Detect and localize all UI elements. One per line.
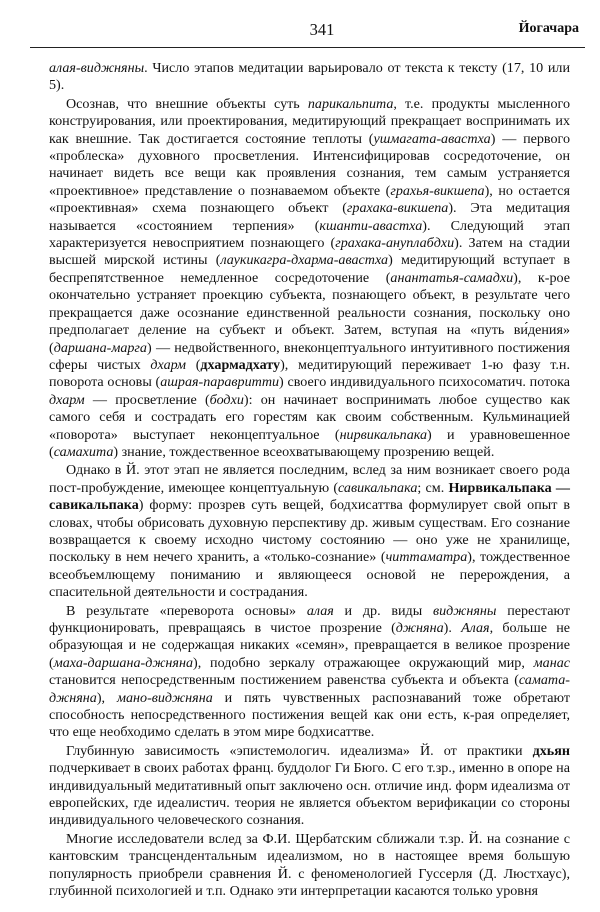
text-run: Глубинную зависимость «эпистемологич. идеализма» Й. от практики [66,742,533,759]
italic-term: джняна [395,620,444,636]
text-run: ). Следующий этап характеризуется невосприятием познающего ( [49,217,570,252]
text-run: ). Эта медитация называется «состоянием терпения» ( [49,200,571,234]
italic-term: маха-даршана-джняна [53,654,194,671]
bold-term: Нирвикальпака — савикальпака [49,479,570,514]
italic-term: даршана-марга [53,339,147,356]
article-body [49,60,570,901]
text-run: ), но остается «проективная» схема познающего объект ( [49,182,570,217]
text-run: ) знание, тождественное всеохватывающему прозрению вещей. [113,443,495,460]
italic-term: ашрая-паравритти [160,374,280,391]
text-run: В результате «переворота основы» [66,602,307,619]
text-run: Многие исследователи вслед за Ф.И. Щербатским сближали т.зр. Й. на сознание с кантовским трансцендентальным идеализмом, но в настоящее время большую популярность приобрели сравнения Й. с феноменологией Гуссерля (Д. Люстхаус), глубинной психологией и т.п. Однако эти интерпретации касаются только уровня [49,830,570,900]
italic-term: Алая [461,620,490,636]
text-run: перестают функционировать, превращаясь в чистое прозрение ( [49,602,570,636]
paragraph-turning-basis [49,603,570,742]
bold-term: дхьян [532,742,570,759]
text-run: Осознав, что внешние объекты суть [66,95,308,112]
text-run: ), к-рое окончательно устраняет проекцию субъекта, познающего объект, в результате чего прекращается даже осознание единственной реальности сознания, поскольку оно предполагает деление на субъект и объект. Затем, вступая на «путь ви́дения» ( [49,269,570,356]
text-run: ), медитирующий переживает 1-ю фазу т.н. поворота основы ( [49,356,570,391]
text-run: ; см. [417,479,449,496]
italic-term: алая [306,602,334,619]
italic-term: манас [533,654,570,671]
italic-term: самата-джняна [49,672,570,706]
italic-term: ушмагата-авастха [373,130,491,147]
text-run: , больше не образующая и не содержащая никаких «семян», превращается в великое прозрение ( [49,620,571,671]
text-run: ), [96,689,117,706]
italic-term: виджняны [432,602,497,619]
text-run: , т.е. продукты мысленного конструирования, или проектирования, медитирующий прекращает воспринимать их как внешние. Так достигается состояние теплоты ( [49,95,570,147]
text-run: ) и уравновешенное ( [49,426,570,460]
paragraph-interpretations [49,831,570,901]
italic-term: грахака-ануплабдхи [335,235,455,252]
italic-term: грахака-викшепа [346,200,449,217]
running-title: Йогачара [518,21,579,36]
text-run: и пять чувственных распознаваний тоже обретают способность непосредственного постижения вещей как они есть, к-рая определяет, что еще необходимо сделать в этом мире бодхисаттве. [49,689,570,741]
italic-term: грахья-викшепа [390,182,485,199]
italic-term: дхарм [49,391,85,408]
text-run: становится непосредственным постижением равенства субъекта и объекта ( [49,672,519,689]
italic-term: самахита [53,443,114,460]
page-header [40,20,585,44]
italic-term: бодхи [209,391,244,408]
paragraph-bugault [49,743,570,830]
paragraph-meditation-stages [49,96,570,462]
italic-term: лаукикагра-дхарма-авастха [220,252,389,269]
italic-term: анантатья-самадхи [390,269,514,286]
text-run: ), подобно зеркалу отражающее окружающий мир, [193,654,534,671]
italic-term: савикальпака [338,479,418,496]
page-number: 341 [309,20,335,39]
paragraph-post-awakening [49,462,570,601]
text-run: ) — первого «проблеска» духовного просветления. Интенсифицировав сосредоточение, он начинает видеть все вещи как проявления сознания, тем самым устраняется «проективное» представление о познаваемом объекте ( [49,130,571,199]
text-run: подчеркивает в своих работах франц. буддолог Ги Бюго. С его т.зр., именно в опоре на индивидуальный медитативный опыт заключено осн. отличие инд. форм идеализма от европейских, где идеалистич. теория не является объектом верификации со стороны индивидуального человеческого сознания. [49,760,570,829]
text-run: ) своего индивидуального психосоматич. потока [279,374,570,391]
text-run: ) медитирующий вступает в беспрепятственное немедленное сосредоточение ( [49,252,570,286]
italic-term: дхарм [150,356,186,373]
italic-term: кшанти-авастха [319,217,423,234]
text-run: ) — недвойственного, внеконцептуального интуитивного постижения сферы чистых [49,339,570,373]
italic-term: парикальпита [307,95,394,112]
italic-term: алая-виджняны [49,60,145,76]
text-run: ). [443,620,462,636]
text-run: Однако в Й. этот этап не является последним, вслед за ним возникает своего рода пост-пробуждение, имеющее концептуальную ( [49,462,570,496]
text-run: — просветление ( [84,391,210,408]
text-run: ). Затем на стадии высшей мирской истины ( [49,235,571,269]
text-run: ), тождественное всеобъемлющему пониманию и являющееся основой не перерождения, а спасительной деятельности и сострадания. [49,549,570,601]
text-run: ( [185,356,201,373]
italic-term: читтаматра [385,549,468,566]
text-run: . Число этапов медитации варьировало от текста к тексту (17, 10 или 5). [49,60,570,94]
italic-term: нирвикальпака [339,426,428,443]
text-run: и др. виды [333,602,433,619]
bold-term: дхармадхату [200,356,281,373]
text-run: ) форму: прозрев суть вещей, бодхисаттва формулирует свой опыт в словах, чтобы обрисовать духовную перспективу др. живым существам. Его сознание возвращается к своему исходно чистому состоянию — оно уже не хранилище, поскольку в нем нечего хранить, а «только-сознание» ( [49,497,570,566]
header-rule [30,47,585,48]
paragraph-continuation [49,60,570,95]
italic-term: мано-виджняна [116,689,213,706]
text-run: ): он начинает воспринимать любое существо как самого себя и сострадать его горестям как своим собственным. Кульминацией «поворота» выступает неконцептуальное ( [49,391,570,443]
